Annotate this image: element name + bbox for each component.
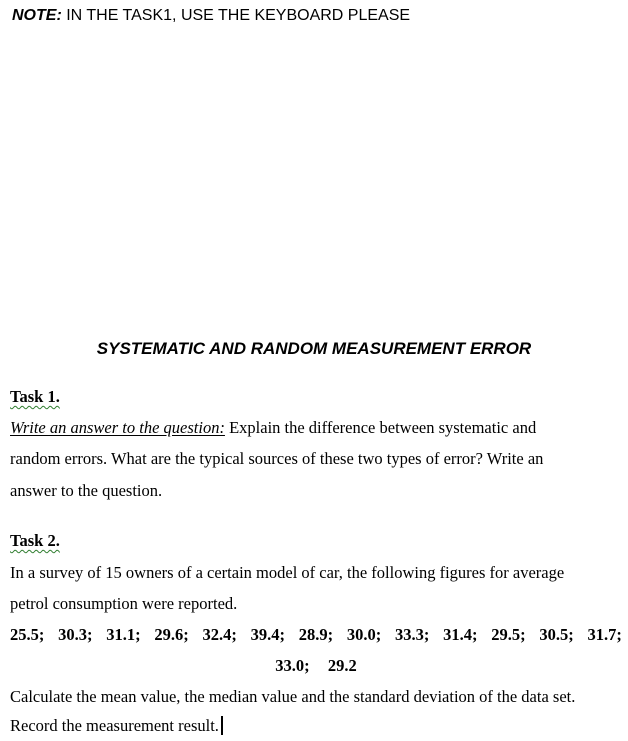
data-value: 30.3; xyxy=(58,625,93,644)
note-text: IN THE TASK1, USE THE KEYBOARD PLEASE xyxy=(66,7,411,24)
data-row-1 xyxy=(10,625,622,645)
task1-prompt: Write an answer to the question: xyxy=(10,418,225,437)
data-value: 29.6; xyxy=(154,625,189,644)
data-value: 30.0; xyxy=(346,625,382,644)
task1-line3: answer to the question. xyxy=(10,481,163,500)
note-label: NOTE: xyxy=(12,7,62,24)
task2-line4-text: Record the measurement result. xyxy=(10,716,219,735)
data-value: 28.9; xyxy=(298,625,334,644)
text-cursor[interactable] xyxy=(221,716,223,735)
task1-line2: random errors. What are the typical sources of these two types of error? Write an xyxy=(10,449,544,468)
data-value: 29.2 xyxy=(327,656,357,675)
task2-line4 xyxy=(10,716,223,736)
task1-heading: Task 1. xyxy=(10,387,60,406)
task2-line3: Calculate the mean value, the median value and the standard deviation of the data set. xyxy=(10,687,576,706)
task2-heading-line xyxy=(10,531,60,551)
data-value: 25.5; xyxy=(10,625,45,644)
data-value: 31.7; xyxy=(587,625,622,644)
task1-heading-line xyxy=(10,387,60,407)
page-title: SYSTEMATIC AND RANDOM MEASUREMENT ERROR xyxy=(96,339,532,358)
data-value: 39.4; xyxy=(250,625,285,644)
data-value: 29.5; xyxy=(491,625,526,644)
data-value: 30.5; xyxy=(539,625,574,644)
task2-line2: petrol consumption were reported. xyxy=(10,594,238,613)
data-row-2 xyxy=(10,656,622,676)
data-value: 32.4; xyxy=(202,625,237,644)
data-value: 33.3; xyxy=(395,625,430,644)
data-value: 31.4; xyxy=(443,625,478,644)
task2-line1: In a survey of 15 owners of a certain model of car, the following figures for average xyxy=(10,563,565,582)
task2-heading: Task 2. xyxy=(10,531,60,550)
data-value: 33.0; xyxy=(275,656,310,675)
task1-line1-text: Explain the difference between systematic and xyxy=(224,418,537,437)
task1-line1 xyxy=(10,418,536,438)
data-value: 31.1; xyxy=(106,625,141,644)
note xyxy=(12,7,410,25)
